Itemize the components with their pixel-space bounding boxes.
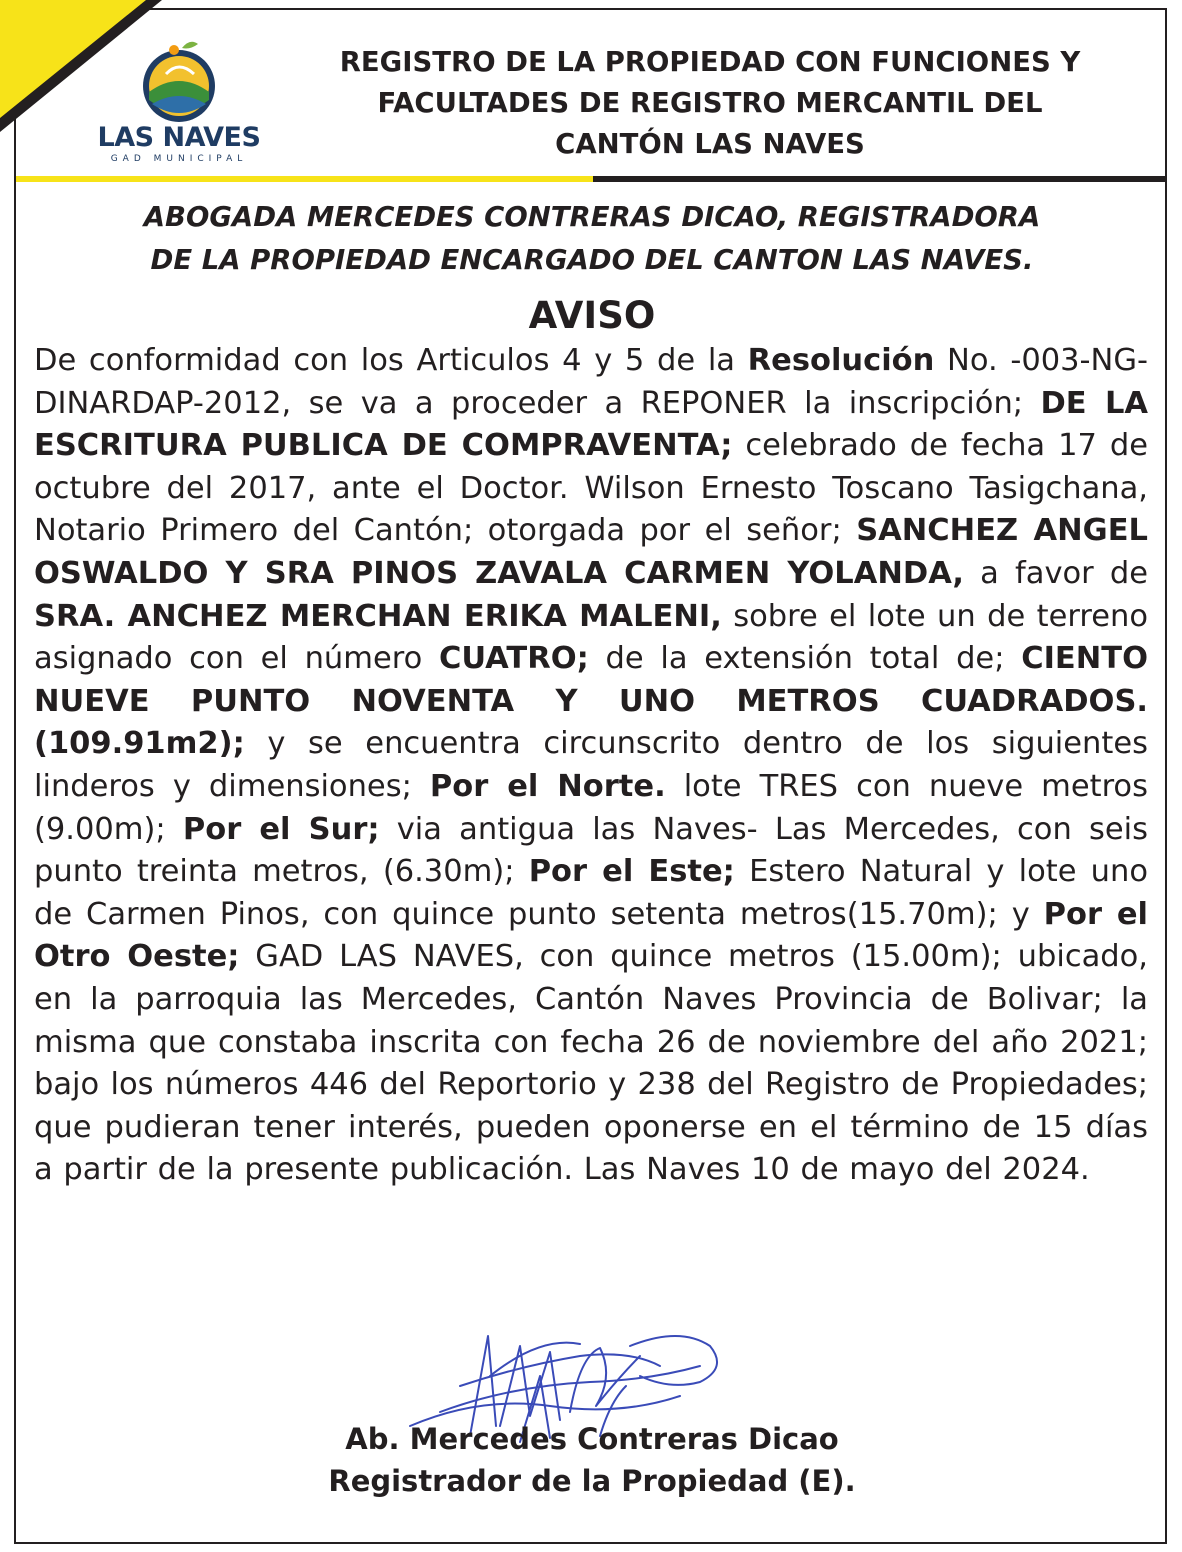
body-bold-text: Por el Sur; xyxy=(182,811,380,847)
las-naves-logo xyxy=(86,30,272,162)
logo-subtitle: GAD MUNICIPAL xyxy=(110,154,248,164)
body-text: de la extensión total de; xyxy=(588,641,1022,677)
body-text: GAD LAS NAVES, con quince metros (15.00m); ubicado, en la parroquia las Mercedes, Cantón Naves Provincia de Bolivar; la misma que constaba inscrita con fecha 26 de noviembre del año 2021; bajo los números 446 del Reportorio y 238 del Registro de Propiedades; que pudieran tener interés, pueden oponerse en el término de 15 días a partir de la presente publicación. Las Naves 10 de mayo del 2024. xyxy=(34,939,1148,1188)
header-divider-yellow xyxy=(16,176,593,182)
body-text: via antigua las Naves- Las Mercedes, con seis punto treinta metros, (6.30m); xyxy=(34,811,1148,890)
body-text: a favor de xyxy=(963,555,1148,591)
registry-title xyxy=(272,42,1148,165)
subtitle-line: DE LA PROPIEDAD ENCARGADO DEL CANTON LAS NAVES. xyxy=(150,244,1034,276)
body-bold-text: Por el Otro Oeste; xyxy=(34,896,1148,975)
body-text: Estero Natural y lote uno de Carmen Pinos, con quince punto setenta metros(15.70m); y xyxy=(34,854,1148,932)
signatory-title: Registrador de la Propiedad (E). xyxy=(328,1464,856,1498)
logo-emblem-icon xyxy=(86,30,272,126)
registrar-heading xyxy=(30,196,1154,282)
body-bold-text: SRA. ANCHEZ MERCHAN ERIKA MALENI, xyxy=(34,598,722,634)
notice-body xyxy=(34,340,1148,1192)
body-bold-text: DE LA ESCRITURA PUBLICA DE COMPRAVENTA; xyxy=(34,385,1148,464)
signatory-block xyxy=(30,1418,1154,1502)
title-line: CANTÓN LAS NAVES xyxy=(555,128,865,160)
body-text: lote TRES con nueve metros (9.00m); xyxy=(34,768,1148,847)
logo-wordmark: LAS NAVES xyxy=(97,122,261,153)
subtitle-line: ABOGADA MERCEDES CONTRERAS DICAO, REGISTRADORA xyxy=(143,201,1041,233)
body-bold-text: CUATRO; xyxy=(438,641,589,677)
body-text: De conformidad con los Articulos 4 y 5 de la xyxy=(34,343,748,378)
body-bold-text: Por el Este; xyxy=(528,854,735,890)
header-divider-dark xyxy=(593,176,1167,182)
body-text: celebrado de fecha 17 de octubre del 2017, ante el Doctor. Wilson Ernesto Toscano Tasigchana, Notario Primero del Cantón; otorgada por el señor; xyxy=(34,428,1148,549)
signatory-name: Ab. Mercedes Contreras Dicao xyxy=(345,1422,839,1456)
body-text: sobre el lote un de terreno asignado con el número xyxy=(34,598,1148,677)
body-bold-text: CIENTO NUEVE PUNTO NOVENTA Y UNO METROS CUADRADOS. (109.91m2); xyxy=(34,641,1149,762)
body-text: y se encuentra circunscrito dentro de los siguientes linderos y dimensiones; xyxy=(34,726,1148,804)
title-line: REGISTRO DE LA PROPIEDAD CON FUNCIONES Y xyxy=(339,46,1081,78)
notice-heading: AVISO xyxy=(528,294,656,337)
body-bold-text: SANCHEZ ANGEL OSWALDO Y SRA PINOS ZAVALA CARMEN YOLANDA, xyxy=(34,513,1148,591)
title-line: FACULTADES DE REGISTRO MERCANTIL DEL xyxy=(377,87,1043,119)
body-bold-text: Por el Norte. xyxy=(429,768,666,804)
body-bold-text: Resolución xyxy=(747,343,935,378)
body-text: No. -003-NG- DINARDAP-2012, se va a proceder a REPONER la inscripción; xyxy=(34,343,1148,421)
